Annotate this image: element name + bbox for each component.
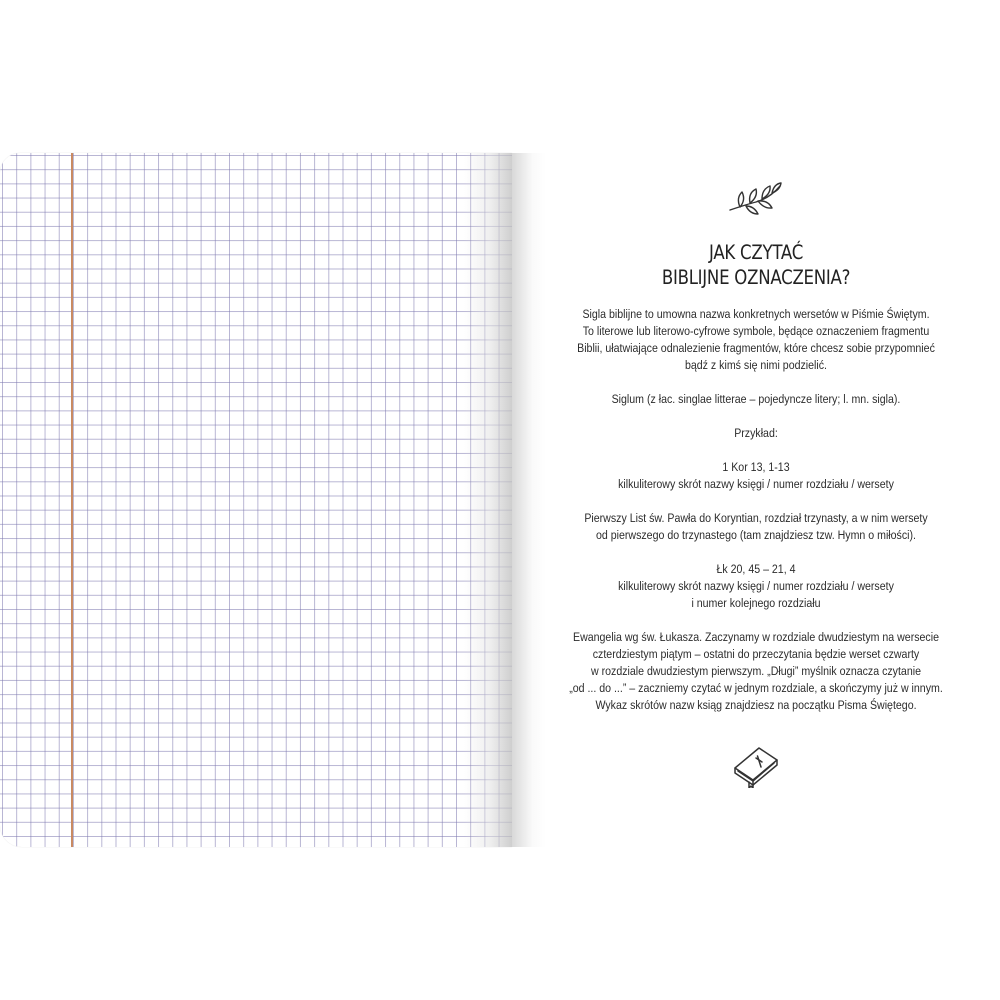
example1-description: od pierwszego do trzynastego (tam znajdziesz tzw. Hymn o miłości). (596, 528, 916, 542)
example1-description: Pierwszy List św. Pawła do Koryntian, rozdział trzynasty, a w nim wersety (584, 511, 928, 525)
siglum-definition: Siglum (z łac. singlae litterae – pojedyncze litery; l. mn. sigla). (611, 392, 901, 406)
intro-line: To literowe lub literowo-cyfrowe symbole, będące oznaczeniem fragmentu (582, 324, 930, 338)
grid-page (0, 153, 512, 847)
example1-legend: kilkuliterowy skrót nazwy księgi / numer rozdziału / wersety (618, 477, 894, 491)
example-label: Przykład: (734, 426, 778, 440)
body-text (512, 306, 999, 714)
intro-line: Sigla biblijne to umowna nazwa konkretnych wersetów w Piśmie Świętym. (582, 307, 930, 321)
bible-book-icon (729, 742, 783, 788)
page-title (549, 240, 964, 290)
text-page-content (512, 180, 1000, 788)
example2-description: czterdziestym piątym – ostatni do przeczytania będzie werset czwarty (592, 647, 920, 661)
gutter-shadow-left (464, 153, 512, 847)
example1-reference: 1 Kor 13, 1-13 (722, 460, 790, 474)
example2-description: Wykaz skrótów nazw ksiąg znajdziesz na początku Pisma Świętego. (595, 698, 917, 712)
margin-line (71, 153, 73, 847)
example2-reference: Łk 20, 45 – 21, 4 (716, 562, 796, 576)
intro-line: Biblii, ułatwiające odnalezienie fragmentów, które chcesz sobie przypomnieć (577, 341, 935, 355)
example2-legend: kilkuliterowy skrót nazwy księgi / numer rozdziału / wersety (618, 579, 894, 593)
intro-line: bądź z kimś się nimi podzielić. (684, 358, 828, 372)
example2-description: „od ... do ...” – zaczniemy czytać w jednym rozdziale, a skończymy już w innym. (569, 681, 943, 695)
example2-description: w rozdziale dwudziestym pierwszym. „Długi” myślnik oznacza czytanie (590, 664, 921, 678)
title-line-1: JAK CZYTAĆ (708, 241, 804, 264)
example2-description: Ewangelia wg św. Łukasza. Zaczynamy w rozdziale dwudziestym na wersecie (573, 630, 939, 644)
sprig-icon (726, 180, 786, 220)
example2-legend: i numer kolejnego rozdziału (691, 596, 821, 610)
title-line-2: BIBLIJNE OZNACZENIA? (661, 266, 851, 289)
